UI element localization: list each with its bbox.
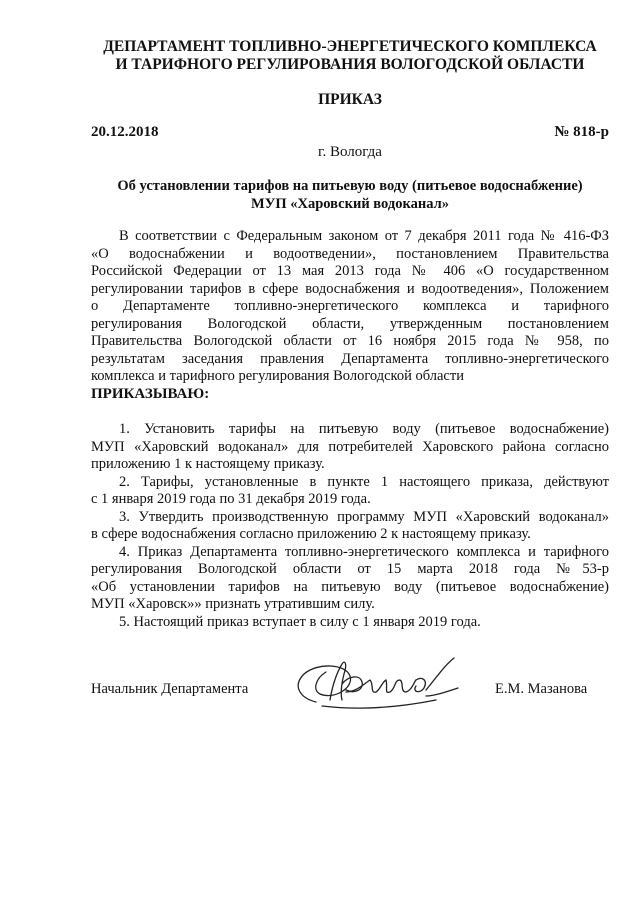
document-subject [91,177,609,213]
order-item-2 [91,474,609,509]
preamble-line: комплекса и тарифного регулирования Вологодской области [91,368,464,384]
document-city: г. Вологда [318,144,382,160]
order-items [91,421,609,631]
handwritten-signature [286,650,466,720]
preamble-line: Правительства Вологодской области от 16 ноября 2015 года № 958, по [91,333,609,349]
subject-line-2: МУП «Харовский водоканал» [251,196,449,212]
item-line: 5. Настоящий приказ вступает в силу с 1 января 2019 года. [119,613,481,630]
item-line: приложению 1 к настоящему приказу. [91,456,325,472]
subject-line-1: Об установлении тарифов на питьевую воду (питьевое водоснабжение) [117,178,583,194]
order-item-3 [91,509,609,544]
item-line: в сфере водоснабжения согласно приложению 2 к настоящему приказу. [91,526,531,542]
item-line: 2. Тарифы, установленные в пункте 1 настоящего приказа, действуют [119,473,609,490]
item-line: МУП «Харовск»» признать утратившим силу. [91,596,375,612]
preamble-line: о Департаменте топливно-энергетического комплекса и тарифного [91,298,609,314]
document-type: ПРИКАЗ [318,91,382,108]
item-line: «Об установлении тарифов на питьевую воду (питьевое водоснабжение) [91,578,609,595]
department-header [60,38,640,74]
preamble-line: Российской Федерации от 13 мая 2013 года № 406 «О государственном [91,263,609,279]
department-line-2: И ТАРИФНОГО РЕГУЛИРОВАНИЯ ВОЛОГОДСКОЙ ОБЛАСТИ [115,56,585,73]
preamble [91,228,609,386]
order-item-1 [91,421,609,474]
item-line: регулирования Вологодской области от 15 марта 2018 года №53-р [91,561,609,577]
preamble-line: «О водоснабжении и водоотведении», постановлением Правительства [91,245,609,262]
item-line: 3. Утвердить производственную программу МУП «Харовский водоканал» [119,508,609,525]
order-word: ПРИКАЗЫВАЮ: [91,386,210,402]
preamble-line: В соответствии с Федеральным законом от 7 декабря 2011 года № 416-ФЗ [119,228,609,244]
preamble-line: регулирования Вологодской области, утвержденным постановлением [91,315,609,332]
order-item-4 [91,544,609,614]
signatory-name: Е.М. Мазанова [495,681,588,697]
item-line: 4. Приказ Департамента топливно-энергетического комплекса и тарифного [119,543,609,560]
document-date: 20.12.2018 [91,124,159,140]
item-line: с 1 января 2019 года по 31 декабря 2019 года. [91,491,371,507]
item-line: 1. Установить тарифы на питьевую воду (питьевое водоснабжение) [119,421,609,437]
signatory-position: Начальник Департамента [91,681,249,697]
order-item-5 [91,614,609,632]
preamble-line: регулировании тарифов в сфере водоснабжения и водоотведения», Положением [91,280,609,297]
department-line-1: ДЕПАРТАМЕНТ ТОПЛИВНО-ЭНЕРГЕТИЧЕСКОГО КОМПЛЕКСА [103,38,597,55]
preamble-line: результатам заседания правления Департамента топливно-энергетического [91,350,609,367]
document-number: № 818-р [554,124,609,140]
item-line: МУП «Харовский водоканал» для потребителей Харовского района согласно [91,438,609,455]
